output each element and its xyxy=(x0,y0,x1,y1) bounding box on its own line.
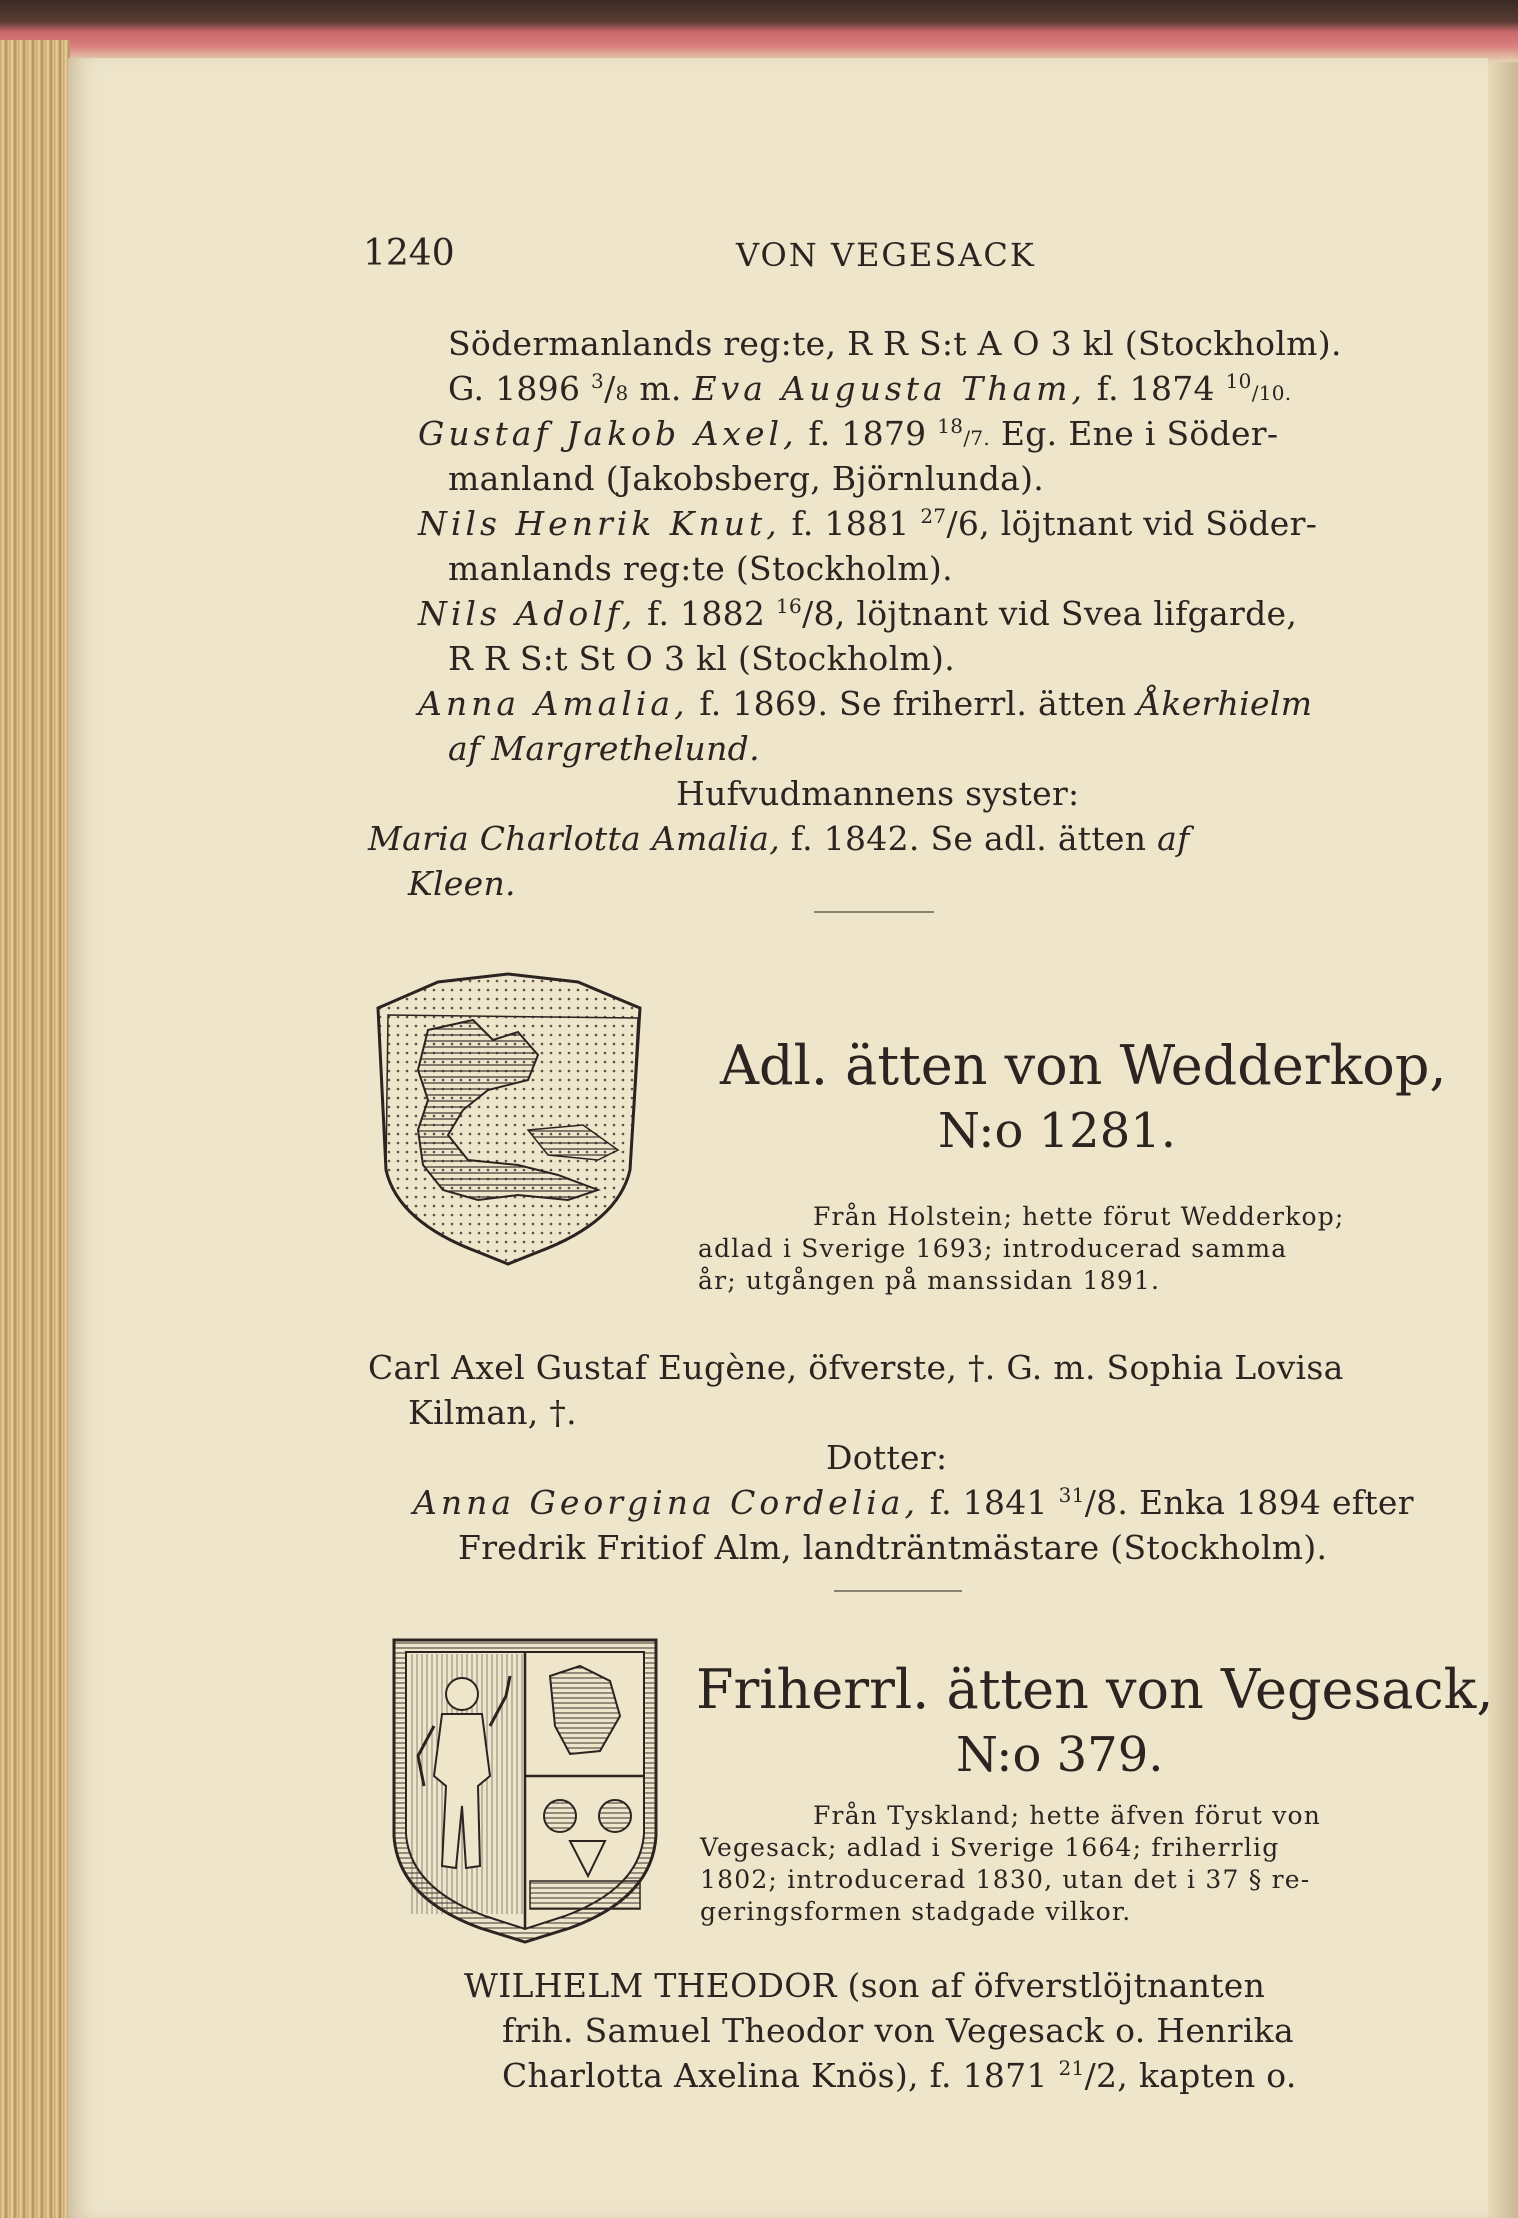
person-name: Maria Charlotta Amalia, xyxy=(368,819,780,858)
text-fragment: /2, kapten o. xyxy=(1084,2056,1297,2095)
text-fragment: /8. Enka 1894 efter xyxy=(1084,1483,1414,1522)
section2-desc-2: Vegesack; adlad i Sverige 1664; friherrlig xyxy=(700,1833,1280,1862)
section1-para-1: Carl Axel Gustaf Eugène, öfverste, †. G. m. Sophia Lovisa xyxy=(368,1348,1344,1387)
section2-heading: Friherrl. ätten von Vegesack, xyxy=(696,1658,1494,1721)
text-fragment: m. xyxy=(628,369,693,408)
section2-desc-3: 1802; introducerad 1830, utan det i 37 § re- xyxy=(700,1865,1311,1894)
book-page-edges xyxy=(0,40,70,2218)
date-day: 16 xyxy=(776,594,803,618)
body-line-9 xyxy=(418,684,1312,724)
section2-desc-4: geringsformen stadgade vilkor. xyxy=(700,1897,1132,1926)
running-title: VON VEGESACK xyxy=(736,236,1036,274)
text-fragment: /8, löjtnant vid Svea lifgarde, xyxy=(802,594,1298,633)
family-name: af xyxy=(1157,819,1190,858)
text-fragment: f. 1881 xyxy=(780,504,921,543)
family-name: Åkerhielm xyxy=(1137,684,1313,723)
person-name: Nils Adolf, xyxy=(418,594,637,633)
person-name: Eva Augusta Tham, xyxy=(692,369,1086,408)
body-line-11: Hufvudmannens syster: xyxy=(676,774,1080,813)
body-line-13: Kleen. xyxy=(408,864,516,903)
body-line-5 xyxy=(418,504,1317,544)
person-name: Anna Georgina Cordelia, xyxy=(413,1483,919,1522)
section2-para-3 xyxy=(502,2056,1297,2096)
body-line-7 xyxy=(418,594,1297,634)
section1-para-3 xyxy=(413,1483,1414,1523)
text-fragment: f. 1879 xyxy=(797,414,938,453)
date-month: /7. xyxy=(963,426,991,450)
person-name: Gustaf Jakob Axel, xyxy=(418,414,798,453)
person-name: Nils Henrik Knut, xyxy=(418,504,781,543)
section2-desc-1: Från Tyskland; hette äfven förut von xyxy=(813,1801,1322,1830)
body-line-8: R R S:t St O 3 kl (Stockholm). xyxy=(448,639,955,678)
section1-number: N:o 1281. xyxy=(938,1103,1177,1159)
date-day: 10 xyxy=(1225,369,1252,393)
date-day: 27 xyxy=(920,504,947,528)
date-month: 8 xyxy=(615,381,629,405)
text-fragment: f. 1882 xyxy=(636,594,777,633)
section1-desc-3: år; utgången på manssidan 1891. xyxy=(698,1266,1161,1295)
text-fragment: f. 1869. Se friherrl. ätten xyxy=(688,684,1138,723)
text-fragment: /6, löjtnant vid Söder- xyxy=(946,504,1318,543)
text-fragment: / xyxy=(604,369,616,408)
page xyxy=(68,58,1494,2218)
text-fragment: Eg. Ene i Söder- xyxy=(990,414,1279,453)
person-name: Anna Amalia, xyxy=(418,684,689,723)
body-line-6: manlands reg:te (Stockholm). xyxy=(448,549,953,588)
book-top-edge xyxy=(0,0,1518,62)
date-day: 18 xyxy=(937,414,964,438)
section1-desc-1: Från Holstein; hette förut Wedderkop; xyxy=(813,1202,1345,1231)
text-fragment: f. 1841 xyxy=(918,1483,1059,1522)
section1-desc-2: adlad i Sverige 1693; introducerad samma xyxy=(698,1234,1288,1263)
section2-para-1: WILHELM THEODOR (son af öfverstlöjtnanten xyxy=(464,1966,1266,2005)
body-line-1: Södermanlands reg:te, R R S:t A O 3 kl (Stockholm). xyxy=(448,324,1342,363)
section-divider xyxy=(814,911,934,913)
body-line-12 xyxy=(368,819,1190,859)
section1-para-4: Fredrik Fritiof Alm, landträntmästare (Stockholm). xyxy=(458,1528,1328,1567)
section-divider xyxy=(834,1590,962,1592)
page-number: 1240 xyxy=(363,233,455,274)
date-day: 3 xyxy=(591,369,605,393)
section1-heading: Adl. ätten von Wedderkop, xyxy=(720,1034,1447,1097)
date-month: /10. xyxy=(1251,381,1292,405)
body-line-2 xyxy=(448,369,1291,413)
date-day: 21 xyxy=(1058,2056,1085,2080)
text-fragment: f. 1874 xyxy=(1085,369,1226,408)
text-fragment: f. 1842. Se adl. ätten xyxy=(780,819,1158,858)
wedderkop-coat-of-arms xyxy=(368,960,648,1274)
section2-para-2: frih. Samuel Theodor von Vegesack o. Henrika xyxy=(502,2011,1294,2050)
section2-number: N:o 379. xyxy=(956,1727,1164,1783)
section1-dotter: Dotter: xyxy=(826,1438,948,1477)
text-fragment: G. 1896 xyxy=(448,369,592,408)
vegesack-coat-of-arms xyxy=(390,1636,660,1950)
section1-para-2: Kilman, †. xyxy=(408,1393,577,1432)
body-line-10: af Margrethelund. xyxy=(448,729,760,768)
body-line-3 xyxy=(418,414,1278,458)
date-day: 31 xyxy=(1058,1483,1085,1507)
body-line-4: manland (Jakobsberg, Björnlunda). xyxy=(448,459,1045,498)
text-fragment: Charlotta Axelina Knös), f. 1871 xyxy=(502,2056,1059,2095)
